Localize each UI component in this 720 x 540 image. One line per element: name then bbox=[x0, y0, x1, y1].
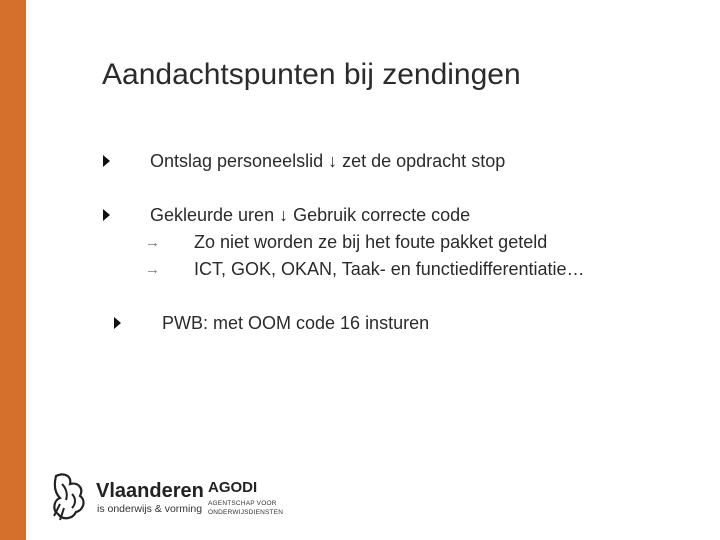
accent-side-bar bbox=[0, 0, 26, 540]
bullet-arrow-icon bbox=[103, 209, 110, 221]
vlaanderen-tagline: is onderwijs & vorming bbox=[97, 503, 203, 515]
flemish-lion-icon bbox=[50, 470, 90, 522]
agodi-subtitle bbox=[208, 499, 283, 517]
bullet-arrow-icon bbox=[103, 155, 110, 167]
vlaanderen-logo-text: Vlaanderen bbox=[96, 480, 204, 502]
sub-arrow-icon: → bbox=[145, 234, 160, 251]
sub-bullet-1-text: Zo niet worden ze bij het foute pakket geteld bbox=[194, 232, 548, 252]
bullet-3-text: PWB: met OOM code 16 insturen bbox=[162, 313, 430, 333]
agodi-subtitle-line-2: ONDERWIJSDIENSTEN bbox=[208, 509, 284, 516]
agodi-logo-text: AGODI bbox=[208, 479, 258, 496]
agodi-subtitle-line-1: AGENTSCHAP VOOR bbox=[208, 500, 277, 507]
sub-bullet-2-text: ICT, GOK, OKAN, Taak- en functiedifferentiatie… bbox=[194, 259, 585, 279]
slide-title: Aandachtspunten bij zendingen bbox=[102, 58, 521, 91]
bullet-1-text: Ontslag personeelslid ↓ zet de opdracht stop bbox=[150, 151, 506, 171]
bullet-arrow-icon bbox=[114, 317, 121, 329]
sub-arrow-icon: → bbox=[145, 261, 160, 278]
bullet-2-text: Gekleurde uren ↓ Gebruik correcte code bbox=[150, 205, 471, 225]
